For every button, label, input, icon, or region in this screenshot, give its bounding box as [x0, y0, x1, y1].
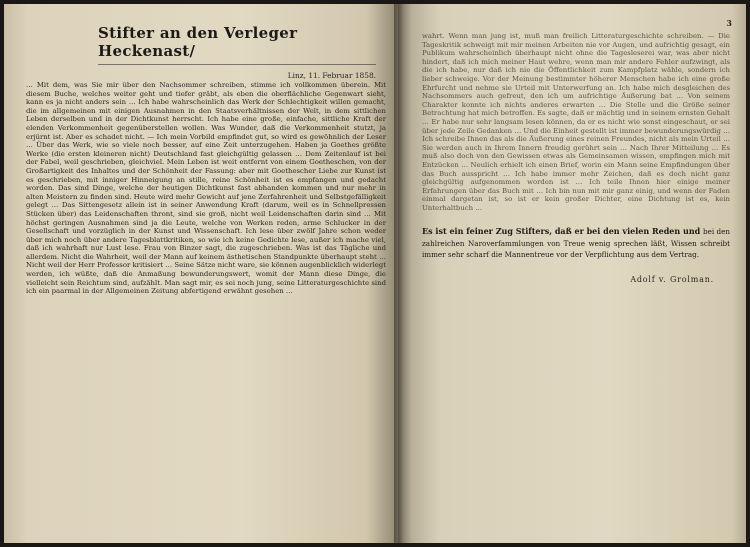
book-spread: [4, 4, 746, 543]
author-signature: Adolf v. Grolman.: [630, 274, 714, 284]
commentary-paragraph: [422, 226, 730, 261]
page-title: Stifter an den Verleger Heckenast/: [98, 24, 298, 60]
right-page: [398, 4, 746, 543]
commentary-emphasis: Es ist ein feiner Zug Stifters, daß er bei den vielen Reden und: [422, 226, 701, 237]
left-page: [4, 4, 398, 543]
book-gutter: [394, 4, 404, 543]
commentary-rest: bei den zahlreichen Naroverfammlungen von Treue wenig sprechen läßt, Wissen schreibt immer sehr scharf die Mannentreue vor der Verpflichtung aus dem Vertrag.: [422, 227, 730, 260]
dateline: Linz, 11. Februar 1858.: [287, 71, 376, 80]
page-number: 3: [726, 18, 732, 28]
letter-body: … Mit dem, was Sie mir über den Nachsommer schreiben, stimme ich vollkommen überein. Mit diesem Buche, welches weiter geht und tiefer gräbt, als eben die oberflächliche Gegenwart sieht, kann es ja nicht anders sein … Ich habe wahrscheinlich das Werk der Schlechtigkeit willen gemacht, die im allgemeinen mit einigen Ausnahmen in den Staatsverhältnissen der Welt, in dem sittlichen Leben derselben und in der Dichtkunst herrscht. Ich habe eine große, einfache, sittliche Kraft der elenden Verkommenheit gegenüberstellen wollen. Was Wunder, daß die Verkommenheit stutzt, ja erjürnt ist. Aber es schadet nicht. — Ich mein Vorbild empfindet gut, so wird es gewöhnlich der Leser … Über das Werk, wie so viele noch besser, auf eine Zeit unterzugehen. Haben ja Goethes größte Werke (die ersten kleineren nicht) Deutschland fast gleichgültig gelassen … Dem Zeitenlauf ist bei der Fabel, weil geschrieben, gleichviel. Mein Leben ist weit entfernt von einem Goetheschen, von der Großartigkeit des Inhaltes und der Schönheit der Fassung: aber mit Goethescher Liebe zur Kunst ist es geschrieben, mit inniger Hinneigung an stille, reine Schönheit ist es empfangen und gedacht worden. Das sind Dinge, welche der heutigen Dichtkunst fast abhanden kommen und nur mehr in alten Meistern zu finden sind. Heute wird mehr Gewicht auf jene Zerfahrenheit und Selbstgefälligkeit gelegt … Das Sittengesetz allein ist in seiner Anwendung Kraft (darum, weil es in Schnellpressen Stücken über) das Leidenschaften thront, sind sie groß, nicht weil Leidenschaften darin sind … Mit höchst geringen Ausnahmen sind ja die Leute, welche von Werken reden, arme Schlucker in der Gesellschaft und vorzüglich in der Kunst und Wissenschaft. Ich lese über zwölf Jahre schon weder über mich noch über andere Tagesblattkritiken, so wie ich keine Gedichte lese, außer ich mache viel, daß ich wahrhaft nur Lust lese. Frau von Binzer sagt, die zugeschrieben. Was ist das Tägliche und allerdem. Nicht die Wahrheit, weil der Mann auf keinem ästhetischen Standpunkte überhaupt steht … Nicht weil der Herr Professor kritisiert … Seine Sätze nicht ware, sie können augenblicklich widerlegt werden, ich wüßte, daß die Anmaßung bewunderungswert, womit der Mann diese Dinge, die vielleicht sein Reichtum sind, aufzählt. Man sagt mir, es sei noch jung, seine Litteraturgeschichte sind ich ein paarmal in der Allgemeinen Zeitung abfertigend erwähnt gesehen …: [26, 81, 386, 296]
title-underline: [98, 64, 376, 65]
letter-continuation: wahrt. Wenn man jung ist, muß man freilich Litteraturgeschichte schreiben. — Die Tageskritik schweigt mit mir meinen Arbeiten nie vor Augen, und aufrichtig gesagt, ein Publikum wahrscheinlich überhaupt nicht ohne die Tagesleserei war, was aber nicht hindert, daß ich mich meiner Haut wehre, wenn man mir andere Fehler aufzwingt, als die ich habe, nur daß ich nie die Öffentlichkeit zum Kampfplatz wähle, sondern ich lieber schweige. Vor der Meinung bestimmter höherer Menschen habe ich eine große Ehrfurcht und nehme sie Urteil mit Unterwerfung an. Ich habe mich desgleichen des Nachsommers auch gefreut, den ich um aufrichtige Äußerung bat … Von seinem Charakter konnte ich nichts anderes erwarten … Die Stelle und die Größe seiner Betrachtung hat mich betroffen. Es sagte, daß er mächtig und in seinem ernsten Gehalt … Er habe nur sehr langsam lesen können, da er es nicht wie sonst eingeschaut, er sei über jede Zeile Gedanken … Und die Einheit gestellt ist immer bewunderungswürdig … Ich schreibe Ihnen das als die Äußerung eines reinen Freundes, nicht als mein Urteil … Sie werden auch in Ihrem Innern freudig gerührt sein … Nach Ihrer Mitteilung … Es muß also doch von den Gewissen etwas als Gemeinsamen wissen, empfingen mich mit Entzücken … Neulich erhielt ich einen Brief, worin ein Mann seine Empfindungen über das Buch ausspricht … Ich habe immer mehr Zeichen, daß es doch nicht ganz gleichgültig aufgenommen worden ist … Ich teile Ihnen hier einige meiner Erfahrungen über das Buch mit … Ich bin nun mit mir ganz einig, und wenn der Faden einmal dargetan ist, so ist er kein großer Dichter, eine Dichtung ist es, kein Unterhaltbuch …: [422, 32, 730, 212]
